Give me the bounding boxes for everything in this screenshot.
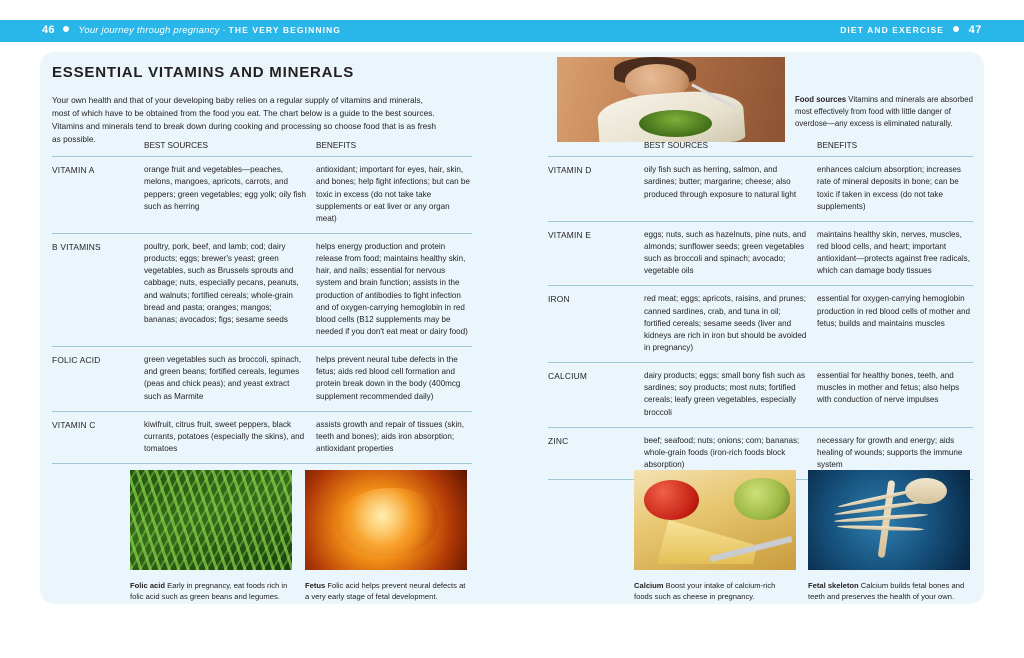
table-row — [548, 286, 973, 363]
caption-label: Fetus — [305, 581, 326, 590]
nutrient-name: FOLIC ACID — [52, 355, 101, 366]
photo-green-beans — [130, 470, 292, 570]
nutrient-sources: oily fish such as herring, salmon, and sardines; butter; margarine; cheese; also produced through exposure to natural light — [644, 165, 797, 199]
nutrient-benefits: necessary for growth and energy; aids healing of wounds; supports the immune system — [817, 435, 963, 469]
nutrient-sources: orange fruit and vegetables—peaches, melons, mangoes, apricots, carrots, and peppers; green vegetables; egg yolk; oily fish such as herring — [144, 165, 306, 211]
running-head-topic: DIET AND EXERCISE — [840, 25, 945, 35]
bullet-icon — [953, 26, 959, 32]
table-row — [548, 363, 973, 428]
photo-fetus-scan — [305, 470, 467, 570]
nutrient-name: ZINC — [548, 435, 569, 446]
photo-caption-fetal-skeleton — [808, 580, 970, 603]
nutrient-benefits: helps prevent neural tube defects in the fetus; aids red blood cell formation and protein break down in the body (400mcg supplement recommended daily) — [316, 355, 461, 401]
nutrient-name: VITAMIN C — [52, 419, 96, 430]
photo-fetal-skeleton-scan — [808, 470, 970, 570]
photo-caption-folic-acid — [130, 580, 292, 603]
food-sources-caption — [795, 94, 975, 130]
nutrient-sources: red meat; eggs; apricots, raisins, and prunes; canned sardines, crab, and tuna in oil; fortified cereals; sesame seeds (liver and kidneys are rich in iron but should be avoided in pregnancy) — [644, 294, 807, 352]
nutrient-sources: eggs; nuts, such as hazelnuts, pine nuts, and almonds; sunflower seeds; green vegetables such as broccoli and spinach; avocado; vegetable oils — [644, 229, 806, 276]
table-header-row — [548, 140, 973, 157]
nutrient-benefits: antioxidant; important for eyes, hair, skin, and bones; help fight infections; but can be toxic in excess (do not take take supplements or eat liver or any organ meat) — [316, 165, 470, 223]
nutrient-benefits: essential for oxygen-carrying hemoglobin production in red blood cells of mother and fetus; builds and maintains muscles — [817, 294, 970, 328]
folio-left: 46 — [42, 24, 55, 36]
nutrient-benefits: assists growth and repair of tissues (skin, teeth and bones); aids iron absorption; antioxidant properties — [316, 419, 464, 453]
table-header-row — [52, 140, 472, 157]
caption-label: Fetal skeleton — [808, 581, 859, 590]
column-header-nutrient — [52, 140, 144, 152]
caption-label: Folic acid — [130, 581, 166, 590]
intro-paragraph: Your own health and that of your developing baby relies on a regular supply of vitamins and minerals, most of which have to be obtained from the food you eat. The chart below is a guide to the best sources. Vitamins and minerals tend to break down during cooking and processing so choose food that is as fresh as possible. — [52, 95, 437, 144]
running-head-bar — [0, 20, 1024, 42]
running-head-right — [840, 24, 982, 36]
nutrient-name: IRON — [548, 294, 570, 305]
page-title: ESSENTIAL VITAMINS AND MINERALS — [52, 64, 355, 81]
nutrient-benefits: helps energy production and protein release from food; maintains healthy skin, hair, and nails; essential for nervous system and brain function; assists in the production of antibodies to fight infection and of oxygen-carrying hemoglobin in red blood cells (B12 supplements may be needed if you don't eat meat or dairy food) — [316, 242, 468, 336]
folio-right: 47 — [968, 24, 982, 36]
nutrient-name: B VITAMINS — [52, 242, 101, 252]
food-sources-label: Food sources — [795, 95, 847, 104]
table-row — [52, 157, 472, 234]
table-row — [52, 412, 472, 464]
nutrient-name: CALCIUM — [548, 371, 588, 382]
nutrient-benefits: enhances calcium absorption; increases rate of mineral deposits in bone; can be toxic if taken in excess (do not take supplements) — [817, 165, 961, 211]
column-header-benefits: BENEFITS — [316, 141, 357, 150]
caption-text: Boost your intake of calcium-rich foods such as cheese in pregnancy. — [634, 581, 776, 602]
running-head-left — [42, 24, 341, 36]
photo-cheese-platter — [634, 470, 796, 570]
photo-woman-eating-salad — [557, 57, 785, 142]
nutrient-sources: green vegetables such as broccoli, spinach, and green beans; fortified cereals, legumes (peas and chick peas); and yeast extract such as Marmite — [144, 355, 302, 401]
nutrient-benefits: maintains healthy skin, nerves, muscles, red blood cells, and heart; important antioxidant—protects against free radicals, which can damage body tissues — [817, 229, 970, 276]
nutrient-name: VITAMIN E — [548, 229, 592, 240]
nutrient-benefits: essential for healthy bones, teeth, and muscles in mother and fetus; also helps with conduction of nerve impulses — [817, 371, 960, 405]
nutrient-sources: kiwifruit, citrus fruit, sweet peppers, black currants, potatoes (especially the skins), and tomatoes — [144, 419, 305, 453]
nutrient-name: VITAMIN A — [52, 165, 95, 176]
table-row — [548, 222, 973, 287]
bullet-icon — [63, 26, 69, 32]
nutrient-name: VITAMIN D — [548, 165, 592, 176]
food-sources-text: Vitamins and minerals are absorbed most effectively from food with little danger of overdose—any excess is eliminated naturally. — [795, 95, 973, 129]
vitamins-table-right — [548, 140, 973, 480]
table-row — [52, 347, 472, 412]
running-head-section: THE VERY BEGINNING — [228, 25, 341, 35]
table-row — [52, 234, 472, 347]
photo-caption-fetus — [305, 580, 467, 603]
nutrient-sources: poultry, pork, beef, and lamb; cod; dairy products; eggs; brewer's yeast; green vegetables, such as Brussels sprouts and cabbage; nuts, especially pecans, peanuts, and walnuts; fortified cereals; whole-grain bread and pasta; oranges; mangos; bananas; avocados; figs; sesame seeds — [144, 242, 299, 324]
running-head-chapter: Your journey through pregnancy — [78, 25, 220, 36]
column-header-nutrient — [548, 140, 644, 152]
nutrient-sources: dairy products; eggs; small bony fish such as sardines; soy products; most nuts; fortified cereals; leafy green vegetables, especially broccoli — [644, 371, 806, 417]
nutrient-sources: beef; seafood; nuts; onions; corn; bananas; whole-grain foods (iron-rich foods block absorption) — [644, 435, 800, 469]
vitamins-table-left — [52, 140, 472, 464]
running-head-separator: · — [222, 25, 226, 36]
photo-caption-calcium — [634, 580, 796, 603]
table-row — [548, 157, 973, 222]
caption-label: Calcium — [634, 581, 664, 590]
caption-text: Folic acid helps prevent neural defects at a very early stage of fetal development. — [305, 581, 466, 602]
column-header-benefits: BENEFITS — [817, 141, 858, 150]
caption-text: Early in pregnancy, eat foods rich in folic acid such as green beans and legumes. — [130, 581, 288, 602]
column-header-best-sources: BEST SOURCES — [144, 141, 209, 150]
caption-text: Calcium builds fetal bones and teeth and preserves the health of your own. — [808, 581, 965, 602]
column-header-best-sources: BEST SOURCES — [644, 141, 709, 150]
